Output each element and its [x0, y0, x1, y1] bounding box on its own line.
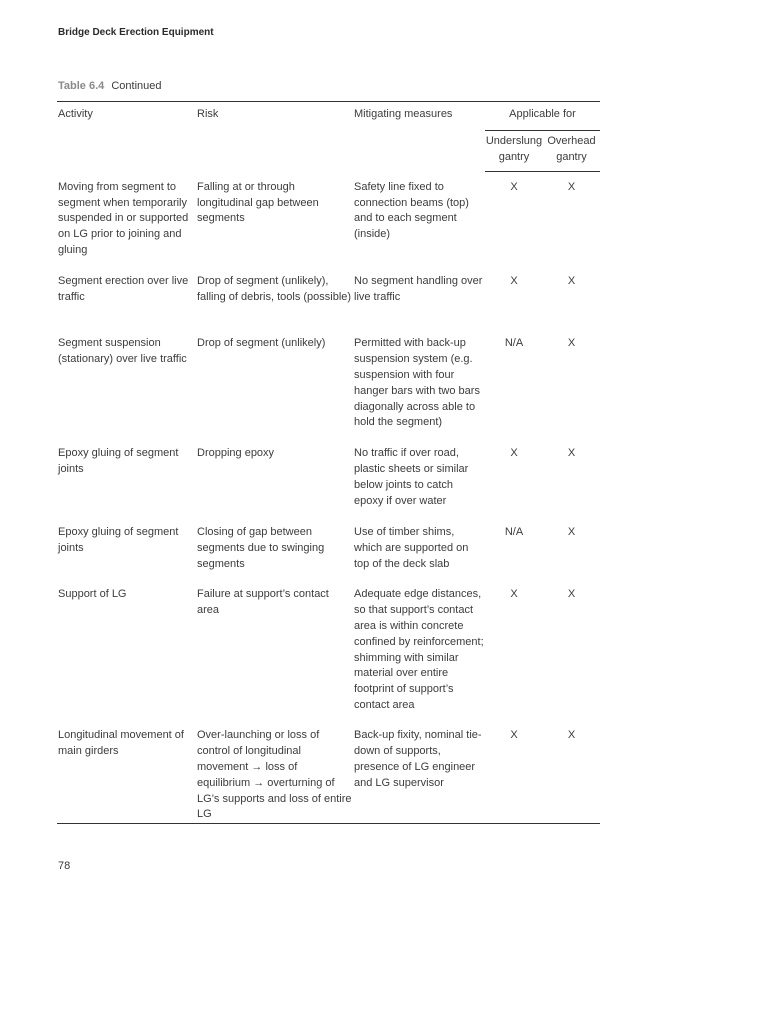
table-row: [57, 329, 600, 439]
cell-risk: Closing of gap between segments due to swinging segments: [197, 526, 325, 570]
header-overhead: Overhead gantry: [543, 130, 600, 172]
cell-activity: Support of LG: [58, 588, 127, 601]
cell-underslung: N/A: [504, 337, 524, 350]
cell-activity: Moving from segment to segment when temporarily suspended in or supported on LG prior to joining and gluing: [58, 180, 189, 257]
cell-risk: Drop of segment (unlikely): [197, 337, 326, 350]
cell-overhead: X: [567, 588, 576, 601]
header-applicable-for: Applicable for: [485, 102, 600, 131]
cell-overhead: X: [567, 526, 576, 539]
cell-mitigating: No traffic if over road, plastic sheets or similar below joints to catch epoxy if over water: [354, 447, 469, 507]
running-title: Bridge Deck Erection Equipment: [58, 27, 214, 38]
risk-table-container: [57, 101, 600, 824]
cell-risk: Failure at support’s contact area: [197, 588, 329, 617]
cell-mitigating: Use of timber shims, which are supported on top of the deck slab: [354, 526, 469, 570]
page-number: 78: [58, 860, 71, 872]
cell-risk: Falling at or through longitudinal gap between segments: [197, 180, 319, 225]
risk-table: [57, 101, 600, 824]
cell-mitigating: No segment handling over live traffic: [354, 275, 483, 304]
table-row: [57, 267, 600, 329]
cell-mitigating: Safety line fixed to connection beams (top) and to each segment (inside): [354, 180, 469, 241]
header-risk: Risk: [196, 102, 353, 172]
cell-risk: Over-launching or loss of control of longitudinal movement → loss of equilibrium → overturning of LG’s supports and loss of entire LG: [196, 721, 353, 823]
cell-risk: Drop of segment (unlikely), falling of debris, tools (possible): [197, 275, 352, 304]
cell-activity: Longitudinal movement of main girders: [57, 721, 196, 823]
cell-mitigating: Back-up fixity, nominal tie-down of supports, presence of LG engineer and LG supervisor: [353, 721, 485, 823]
cell-overhead: X: [567, 275, 576, 288]
table-caption: [58, 80, 161, 92]
cell-mitigating: Permitted with back-up suspension system (e.g. suspension with four hanger bars with two bars diagonally across able to hold the segment): [354, 337, 480, 429]
table-number: Table 6.4: [58, 80, 105, 92]
cell-activity: Segment erection over live traffic: [58, 275, 189, 304]
cell-underslung: X: [510, 181, 518, 194]
cell-mitigating: Adequate edge distances, so that support’s contact area is within concrete confined by reinforcement; shimming with similar material over entire footprint of support’s contact area: [354, 588, 484, 711]
table-row: [57, 172, 600, 268]
table-row: [57, 721, 600, 823]
cell-activity: Segment suspension (stationary) over live traffic: [58, 337, 187, 366]
cell-risk: Dropping epoxy: [197, 447, 275, 460]
cell-underslung: X: [485, 721, 543, 823]
cell-overhead: X: [543, 721, 600, 823]
cell-underslung: X: [510, 275, 518, 288]
table-row: [57, 439, 600, 518]
table-row: [57, 518, 600, 580]
cell-underslung: N/A: [504, 526, 524, 539]
header-underslung: Underslung gantry: [485, 130, 543, 172]
cell-overhead: X: [567, 181, 576, 194]
cell-overhead: X: [567, 447, 576, 460]
header-activity: Activity: [57, 102, 196, 172]
cell-underslung: X: [510, 447, 518, 460]
table-caption-text: Continued: [111, 80, 162, 92]
cell-underslung: X: [510, 588, 518, 601]
cell-overhead: X: [567, 337, 576, 350]
header-mitigating: Mitigating measures: [353, 102, 485, 172]
cell-activity: Epoxy gluing of segment joints: [58, 447, 179, 476]
cell-activity: Epoxy gluing of segment joints: [58, 526, 179, 555]
table-row: [57, 580, 600, 721]
